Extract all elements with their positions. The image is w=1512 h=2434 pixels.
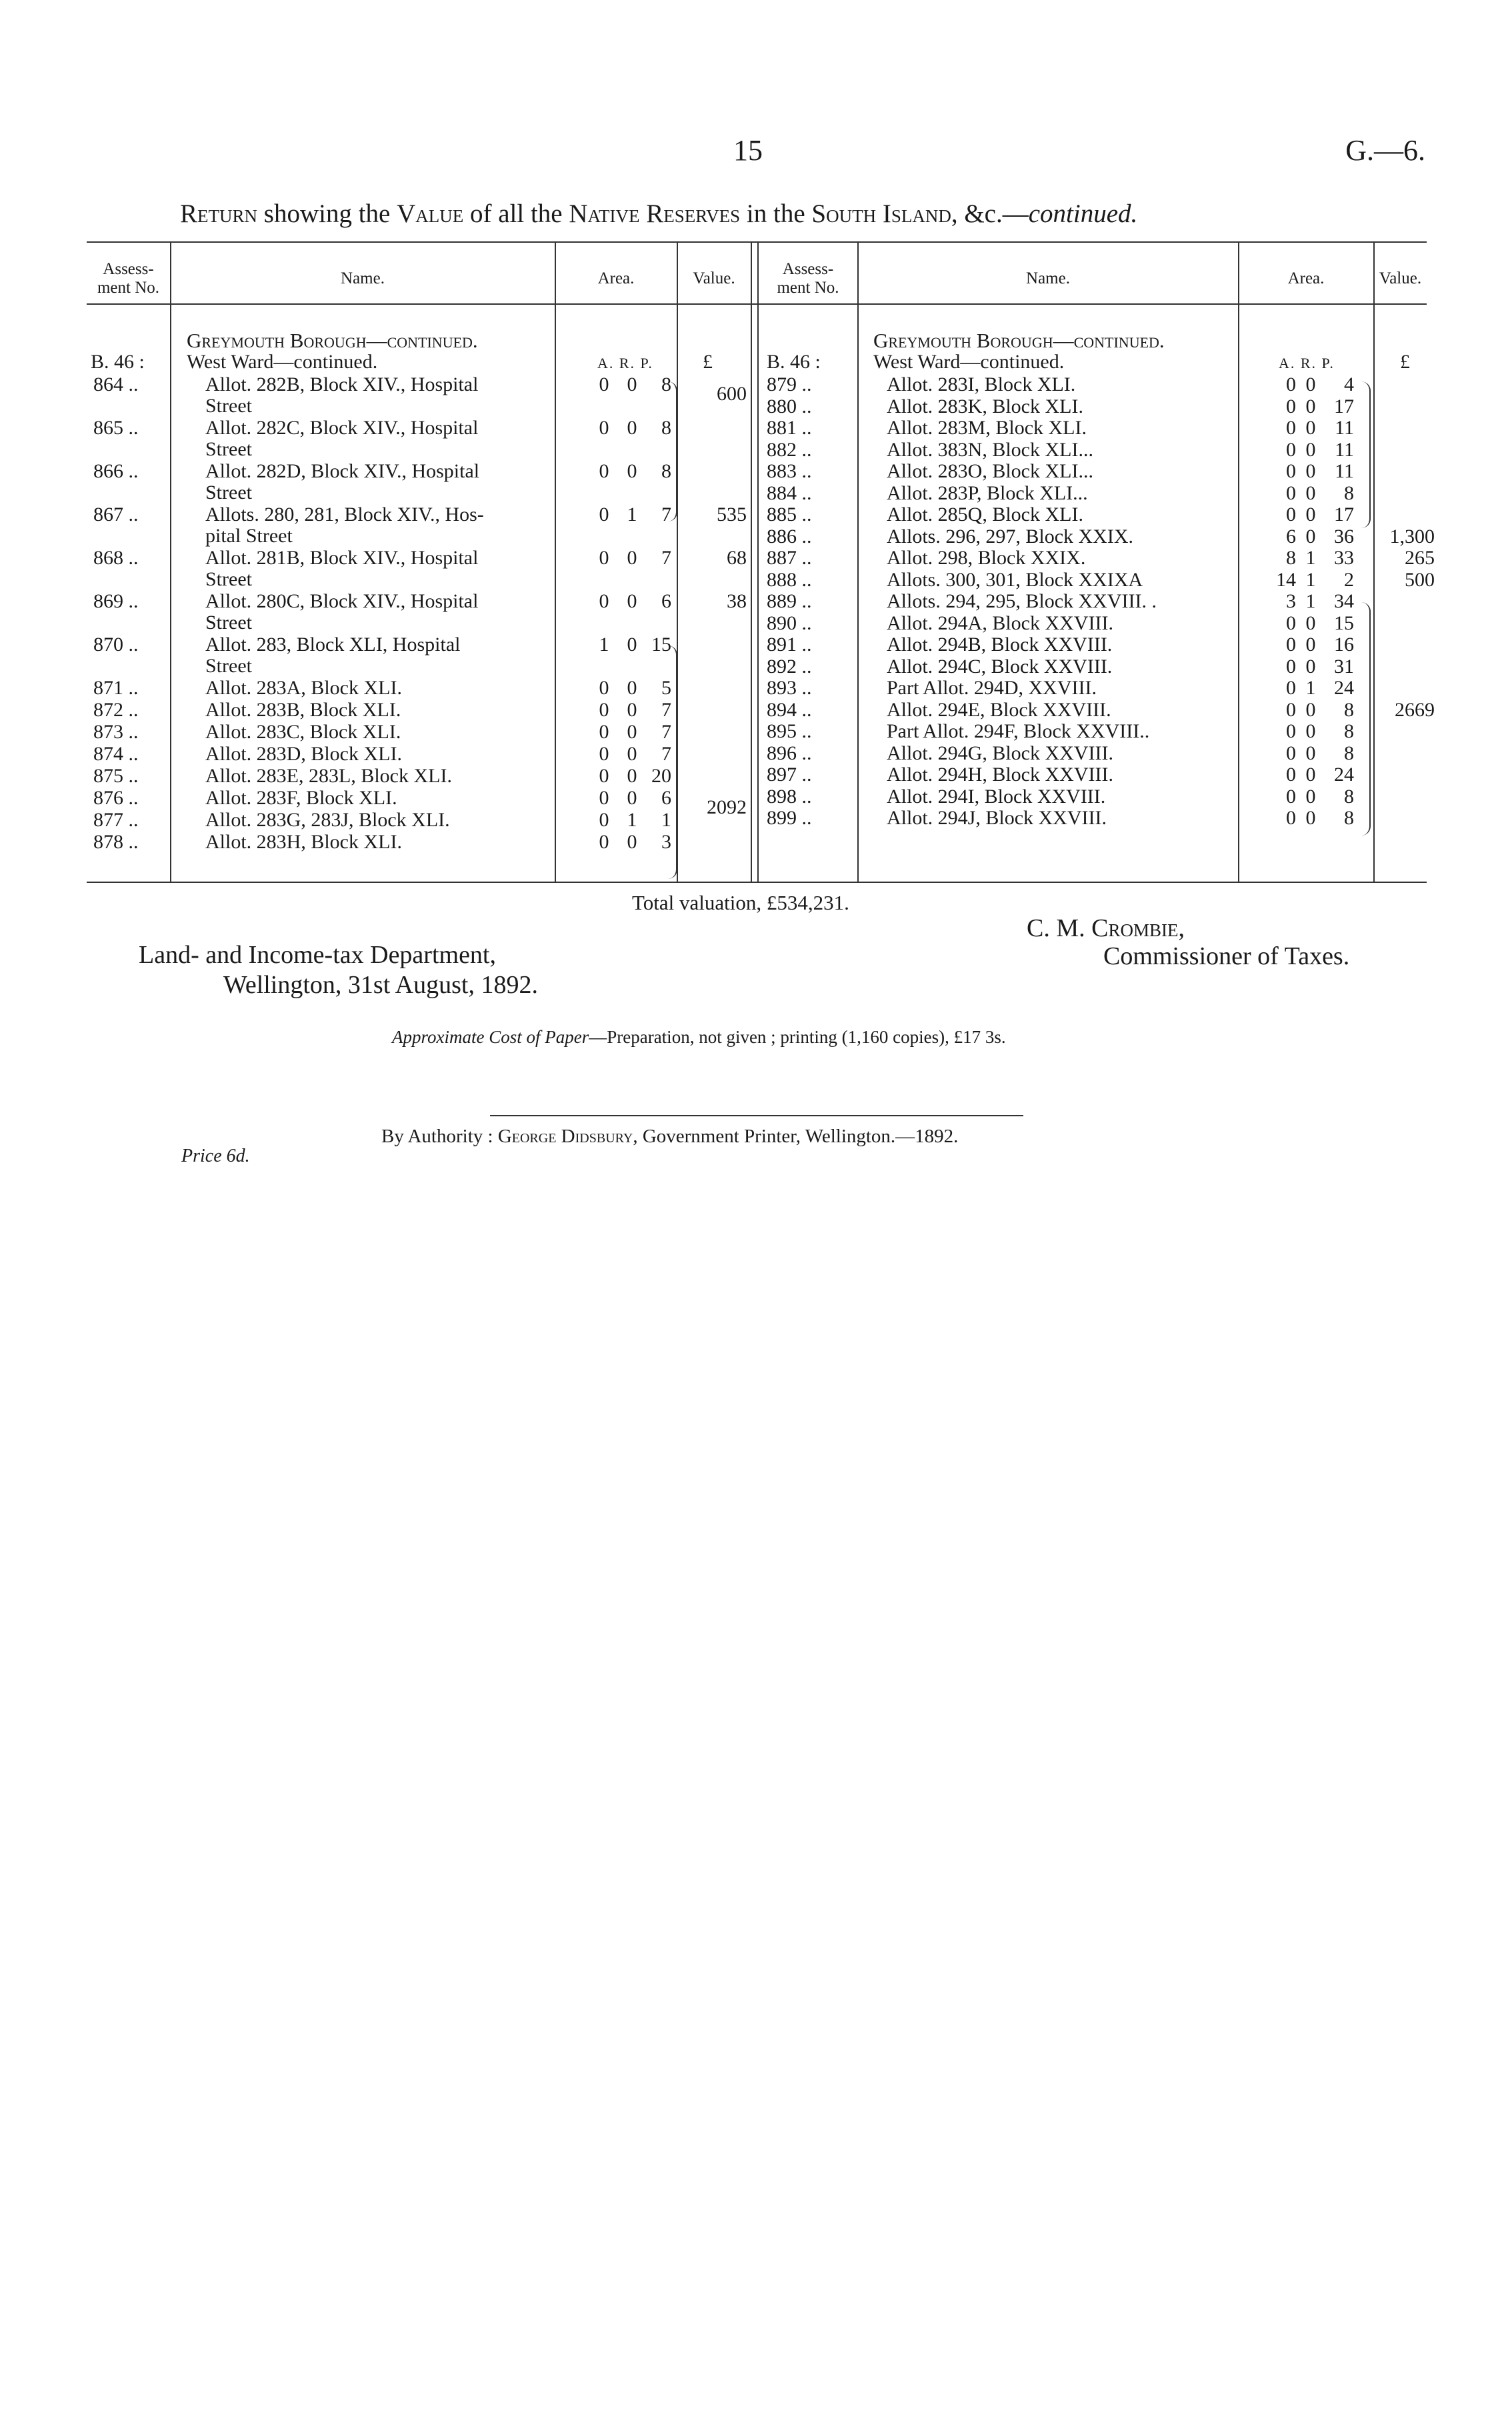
area-acres: 0 (599, 743, 609, 765)
area-perches: 24 (1334, 677, 1354, 699)
allotment-name: Allot. 294H, Block XXVIII. (887, 764, 1113, 786)
area-perches: 6 (661, 787, 671, 809)
col-header-assessment: Assess- ment No. (777, 260, 839, 297)
allotment-name: Allot. 282C, Block XIV., Hospital (205, 417, 479, 439)
area-perches: 17 (1334, 503, 1354, 525)
area-acres: 0 (1286, 481, 1296, 504)
area-acres: 0 (599, 373, 609, 395)
area-perches: 8 (1344, 807, 1354, 829)
allotment-name: Allot. 283O, Block XLI... (887, 460, 1093, 482)
area-acres: 0 (1286, 503, 1296, 525)
allotment-name: Allots. 294, 295, Block XXVIII. . (887, 590, 1157, 612)
area-roods: 0 (1305, 525, 1316, 547)
allotment-name: Allot. 294G, Block XXVIII. (887, 742, 1113, 764)
allotment-name-continued: Street (205, 655, 252, 677)
ward-label-right: West Ward—continued. (873, 351, 1065, 373)
area-roods: 0 (1305, 438, 1316, 461)
cost-note (392, 1027, 1006, 1048)
area-perches: 6 (661, 590, 671, 612)
area-acres: 0 (1286, 655, 1296, 678)
area-perches: 31 (1334, 655, 1354, 678)
allotment-name: Allots. 296, 297, Block XXIX. (887, 525, 1133, 547)
area-acres: 0 (1286, 764, 1296, 786)
assessment-number: 888 .. (767, 568, 812, 591)
assessment-number: 891 .. (767, 634, 812, 656)
area-roods: 0 (627, 787, 637, 809)
brace (1360, 381, 1371, 528)
area-perches: 11 (1335, 417, 1354, 439)
area-perches: 24 (1334, 764, 1354, 786)
assessment-number: 870 .. (93, 634, 139, 656)
area-acres: 0 (599, 677, 609, 699)
page-number: 15 (733, 134, 763, 167)
area-units-right: A. R. P. (1279, 355, 1335, 371)
authority-line (381, 1126, 958, 1148)
area-roods: 0 (1305, 612, 1316, 634)
section-heading-left: Greymouth Borough—continued. (187, 329, 478, 352)
area-perches: 7 (661, 547, 671, 569)
allotment-name: Allot. 294B, Block XXVIII. (887, 634, 1113, 656)
area-roods: 0 (627, 417, 637, 439)
brace (1360, 602, 1371, 836)
area-roods: 0 (627, 721, 637, 743)
area-roods: 0 (1305, 698, 1316, 721)
col-header-area: Area. (1287, 269, 1325, 287)
assessment-number: 868 .. (93, 547, 139, 569)
allotment-name: Allot. 281B, Block XIV., Hospital (205, 547, 479, 569)
area-roods: 0 (1305, 395, 1316, 417)
signature-title: Commissioner of Taxes. (1103, 942, 1350, 970)
area-acres: 0 (599, 831, 609, 853)
allotment-name: Part Allot. 294D, XXVIII. (887, 677, 1097, 699)
title-reserves: Reserves (646, 199, 741, 228)
allotment-name: Allot. 283G, 283J, Block XLI. (205, 809, 450, 831)
area-acres: 3 (1286, 590, 1296, 612)
assessment-number: 884 .. (767, 481, 812, 504)
allotment-name: Allot. 294I, Block XXVIII. (887, 785, 1106, 808)
value-unit-right: £ (1400, 351, 1410, 373)
col-header-value: Value. (1379, 269, 1422, 287)
brace (667, 381, 677, 521)
assessment-number: 872 .. (93, 699, 139, 721)
area-acres: 0 (1286, 438, 1296, 461)
allotment-name: Allot. 383N, Block XLI... (887, 438, 1093, 461)
area-perches: 7 (661, 743, 671, 765)
assessment-number: 871 .. (93, 677, 139, 699)
assessment-number: 885 .. (767, 503, 812, 525)
allotment-name: Allots. 280, 281, Block XIV., Hos- (205, 503, 484, 525)
allotment-name: Allot. 283H, Block XLI. (205, 831, 402, 853)
value-amount: 2092 (707, 796, 747, 818)
allotment-name: Allot. 280C, Block XIV., Hospital (205, 590, 479, 612)
allotment-name: Allot. 282B, Block XIV., Hospital (205, 373, 479, 395)
area-perches: 8 (1344, 785, 1354, 808)
area-perches: 8 (1344, 720, 1354, 742)
page-title: Return showing the Value of all the Native Reserves in the South Island, &c.—continued. (180, 199, 1138, 228)
title-native: Native (569, 199, 640, 228)
area-perches: 8 (661, 417, 671, 439)
allotment-name: Allot. 298, Block XXIX. (887, 547, 1086, 569)
title-word: &c.— (964, 199, 1029, 228)
col-header-assessment: Assess- ment No. (97, 260, 160, 297)
allotment-name: Allot. 283C, Block XLI. (205, 721, 401, 743)
title-island: Island (882, 199, 951, 228)
area-roods: 0 (627, 634, 637, 656)
area-roods: 0 (627, 547, 637, 569)
assessment-number: 894 .. (767, 698, 812, 721)
assessment-number: 899 .. (767, 807, 812, 829)
area-acres: 0 (599, 417, 609, 439)
assessment-number: 874 .. (93, 743, 139, 765)
area-roods: 0 (1305, 503, 1316, 525)
assessment-number: 883 .. (767, 460, 812, 482)
assessment-number: 864 .. (93, 373, 139, 395)
value-amount: 265 (1405, 547, 1435, 569)
price: Price 6d. (181, 1146, 250, 1166)
area-acres: 0 (1286, 807, 1296, 829)
area-acres: 0 (1286, 698, 1296, 721)
brace (667, 646, 677, 879)
area-roods: 0 (627, 590, 637, 612)
area-roods: 0 (627, 699, 637, 721)
assessment-number: 875 .. (93, 765, 139, 787)
area-perches: 4 (1344, 373, 1354, 395)
area-acres: 8 (1286, 547, 1296, 569)
area-perches: 11 (1335, 438, 1354, 461)
cost-note-label: Approximate Cost of Paper (392, 1027, 589, 1047)
title-return: Return (180, 199, 258, 228)
col-header-name: Name. (341, 269, 385, 287)
area-perches: 17 (1334, 395, 1354, 417)
allotment-name: Allot. 283A, Block XLI. (205, 677, 402, 699)
area-acres: 0 (599, 721, 609, 743)
authority-prefix: By Authority : (381, 1126, 493, 1147)
area-perches: 8 (1344, 742, 1354, 764)
value-amount: 535 (717, 503, 747, 525)
allotment-name: Allot. 283B, Block XLI. (205, 699, 401, 721)
area-acres: 0 (1286, 395, 1296, 417)
department-line-2: Wellington, 31st August, 1892. (223, 971, 538, 999)
area-perches: 7 (661, 699, 671, 721)
assessment-number: 869 .. (93, 590, 139, 612)
area-perches: 1 (661, 809, 671, 831)
area-perches: 8 (1344, 698, 1354, 721)
section-heading-right: Greymouth Borough—continued. (873, 329, 1165, 352)
allotment-name: Allot. 282D, Block XIV., Hospital (205, 460, 480, 482)
allotment-name: Allot. 283D, Block XLI. (205, 743, 402, 765)
allotment-name-continued: Street (205, 568, 252, 590)
assessment-number: 866 .. (93, 460, 139, 482)
document-reference: G.—6. (1345, 134, 1425, 167)
assessment-number: 895 .. (767, 720, 812, 742)
area-roods: 1 (1305, 568, 1316, 591)
assessment-number: 886 .. (767, 525, 812, 547)
allotment-name: Allot. 294J, Block XXVIII. (887, 807, 1107, 829)
area-acres: 0 (599, 699, 609, 721)
area-acres: 0 (599, 787, 609, 809)
area-roods: 1 (627, 809, 637, 831)
assessment-number: 878 .. (93, 831, 139, 853)
allotment-name: Allot. 294C, Block XXVIII. (887, 655, 1113, 678)
area-perches: 2 (1344, 568, 1354, 591)
area-acres: 0 (1286, 460, 1296, 482)
allotment-name: Allot. 294A, Block XXVIII. (887, 612, 1113, 634)
assessment-number: 897 .. (767, 764, 812, 786)
area-roods: 1 (1305, 677, 1316, 699)
area-roods: 0 (627, 373, 637, 395)
assessment-number: 876 .. (93, 787, 139, 809)
area-perches: 11 (1335, 460, 1354, 482)
allotment-name: Allot. 283, Block XLI, Hospital (205, 634, 461, 656)
assessment-number: 887 .. (767, 547, 812, 569)
area-acres: 0 (1286, 785, 1296, 808)
area-roods: 0 (627, 831, 637, 853)
value-amount: 2669 (1395, 698, 1435, 721)
area-acres: 0 (599, 460, 609, 482)
assessment-number: 892 .. (767, 655, 812, 678)
assessment-number: 880 .. (767, 395, 812, 417)
value-amount: 600 (717, 383, 747, 405)
allotment-name-continued: Street (205, 612, 252, 634)
area-perches: 7 (661, 503, 671, 525)
allotment-name: Allot. 283F, Block XLI. (205, 787, 397, 809)
area-perches: 5 (661, 677, 671, 699)
area-perches: 8 (661, 460, 671, 482)
area-perches: 20 (651, 765, 671, 787)
authority-suffix: , Government Printer, Wellington.—1892. (633, 1126, 959, 1147)
value-amount: 68 (727, 547, 747, 569)
area-perches: 15 (1334, 612, 1354, 634)
allotment-name: Allots. 300, 301, Block XXIXA (887, 568, 1143, 591)
area-perches: 7 (661, 721, 671, 743)
value-amount: 38 (727, 590, 747, 612)
area-roods: 0 (627, 743, 637, 765)
area-roods: 0 (627, 677, 637, 699)
area-roods: 0 (1305, 460, 1316, 482)
assessment-number: 882 .. (767, 438, 812, 461)
title-value: Value (397, 199, 464, 228)
value-amount: 500 (1405, 568, 1435, 591)
area-units-left: A. R. P. (597, 355, 653, 371)
allotment-name-continued: pital Street (205, 525, 293, 547)
assessment-number: 877 .. (93, 809, 139, 831)
area-acres: 6 (1286, 525, 1296, 547)
area-acres: 0 (1286, 417, 1296, 439)
title-south: South (811, 199, 877, 228)
assessment-number: 865 .. (93, 417, 139, 439)
area-roods: 1 (627, 503, 637, 525)
signature-name: C. M. Crombie, (1027, 914, 1185, 942)
block-label-left: B. 46 : (91, 351, 145, 373)
area-roods: 0 (1305, 655, 1316, 678)
allotment-name-continued: Street (205, 395, 252, 417)
area-roods: 0 (1305, 481, 1316, 504)
ward-label-left: West Ward—continued. (187, 351, 378, 373)
area-roods: 1 (1305, 547, 1316, 569)
block-label-right: B. 46 : (767, 351, 821, 373)
assessment-number: 898 .. (767, 785, 812, 808)
allotment-name: Allot. 294E, Block XXVIII. (887, 698, 1111, 721)
col-header-area: Area. (597, 269, 635, 287)
area-acres: 0 (599, 765, 609, 787)
allotment-name: Part Allot. 294F, Block XXVIII.. (887, 720, 1150, 742)
printer-name: George Didsbury (497, 1126, 633, 1147)
area-acres: 0 (599, 590, 609, 612)
area-perches: 16 (1334, 634, 1354, 656)
area-acres: 0 (1286, 373, 1296, 395)
allotment-name: Allot. 283K, Block XLI. (887, 395, 1083, 417)
area-roods: 0 (1305, 785, 1316, 808)
area-acres: 1 (599, 634, 609, 656)
area-roods: 0 (627, 765, 637, 787)
allotment-name: Allot. 285Q, Block XLI. (887, 503, 1083, 525)
area-roods: 0 (1305, 373, 1316, 395)
value-amount: 1,300 (1389, 525, 1435, 547)
area-perches: 8 (661, 373, 671, 395)
title-word: of all the (470, 199, 563, 228)
area-roods: 0 (1305, 742, 1316, 764)
assessment-number: 889 .. (767, 590, 812, 612)
area-roods: 0 (627, 460, 637, 482)
area-perches: 8 (1344, 481, 1354, 504)
area-acres: 0 (1286, 677, 1296, 699)
department-line-1: Land- and Income-tax Department, (139, 941, 496, 969)
allotment-name: Allot. 283M, Block XLI. (887, 417, 1087, 439)
assessment-number: 881 .. (767, 417, 812, 439)
area-roods: 0 (1305, 764, 1316, 786)
assessment-number: 893 .. (767, 677, 812, 699)
area-roods: 1 (1305, 590, 1316, 612)
area-perches: 34 (1334, 590, 1354, 612)
area-perches: 36 (1334, 525, 1354, 547)
area-perches: 15 (651, 634, 671, 656)
assessment-number: 890 .. (767, 612, 812, 634)
allotment-name: Allot. 283P, Block XLI... (887, 481, 1088, 504)
assessment-number: 867 .. (93, 503, 139, 525)
area-roods: 0 (1305, 417, 1316, 439)
value-unit-left: £ (703, 351, 713, 373)
allotment-name: Allot. 283I, Block XLI. (887, 373, 1076, 395)
area-acres: 0 (599, 503, 609, 525)
area-acres: 14 (1276, 568, 1296, 591)
allotment-name-continued: Street (205, 481, 252, 503)
title-word: in the (746, 199, 805, 228)
area-acres: 0 (1286, 612, 1296, 634)
area-perches: 33 (1334, 547, 1354, 569)
assessment-number: 879 .. (767, 373, 812, 395)
title-continued: continued. (1028, 199, 1138, 228)
area-acres: 0 (599, 547, 609, 569)
assessment-number: 873 .. (93, 721, 139, 743)
title-word: showing the (263, 199, 391, 228)
area-perches: 3 (661, 831, 671, 853)
area-roods: 0 (1305, 807, 1316, 829)
area-acres: 0 (1286, 742, 1296, 764)
area-acres: 0 (1286, 634, 1296, 656)
area-acres: 0 (1286, 720, 1296, 742)
assessment-number: 896 .. (767, 742, 812, 764)
area-roods: 0 (1305, 720, 1316, 742)
allotment-name-continued: Street (205, 438, 252, 460)
total-valuation: Total valuation, £534,231. (632, 891, 849, 914)
col-header-value: Value. (693, 269, 735, 287)
allotment-name: Allot. 283E, 283L, Block XLI. (205, 765, 452, 787)
footer-rule (490, 1115, 1023, 1116)
area-roods: 0 (1305, 634, 1316, 656)
col-header-name: Name. (1026, 269, 1070, 287)
cost-note-text: —Preparation, not given ; printing (1,160 copies), £17 3s. (589, 1027, 1006, 1047)
area-acres: 0 (599, 809, 609, 831)
